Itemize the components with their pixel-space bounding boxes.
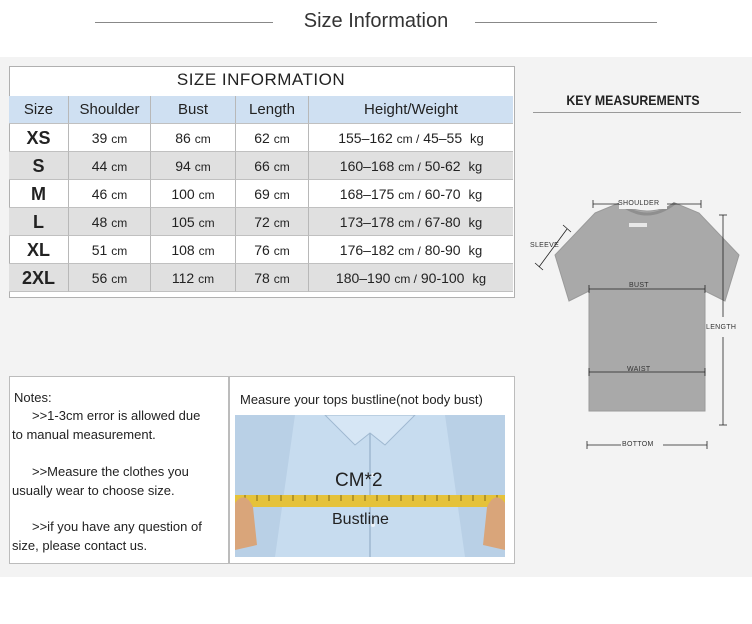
column-header-height-weight: Height/Weight [309, 96, 513, 124]
size-table-row [9, 180, 513, 208]
size-table-row [9, 236, 513, 264]
shoulder-value: 48 [91, 214, 108, 230]
unit-label: cm [111, 272, 128, 286]
length-cell [236, 180, 309, 208]
column-header-shoulder: Shoulder [69, 96, 151, 124]
bust-value: 108 [171, 242, 195, 258]
note-3-line-1: >>if you have any question of [32, 519, 202, 534]
bust-cell [151, 180, 236, 208]
unit-label: cm [198, 216, 215, 230]
header-rule-right [475, 22, 657, 23]
note-3-line-2: size, please contact us. [12, 538, 148, 553]
bust-value: 100 [171, 186, 195, 202]
key-measurements-rule [533, 112, 741, 113]
unit-label: cm [198, 272, 215, 286]
notes-title: Notes: [14, 390, 52, 405]
bust-cell [151, 236, 236, 264]
size-table-row [9, 124, 513, 152]
unit-label: cm [111, 244, 128, 258]
length-cell [236, 264, 309, 292]
unit-label: cm [273, 272, 290, 286]
unit-label: cm [111, 160, 128, 174]
unit-label: cm [273, 216, 290, 230]
label-length: LENGTH [706, 324, 737, 331]
height-weight-cell: 168–175 cm / 60-70 kg [309, 180, 513, 208]
bust-cell [151, 208, 236, 236]
unit-label: cm [198, 188, 215, 202]
length-cell [236, 152, 309, 180]
unit-label: cm [273, 244, 290, 258]
height-weight-cell: 176–182 cm / 80-90 kg [309, 236, 513, 264]
unit-label: cm [194, 132, 211, 146]
bust-value: 112 [171, 270, 195, 286]
bust-cell [151, 264, 236, 292]
size-label: XL [9, 236, 69, 264]
unit-label: cm [273, 160, 290, 174]
shoulder-cell [69, 124, 151, 152]
shoulder-cell [69, 208, 151, 236]
height-weight-cell: 155–162 cm / 45–55 kg [309, 124, 513, 152]
cm-times-two-label: CM*2 [335, 470, 383, 491]
size-label: S [9, 152, 69, 180]
length-value: 69 [254, 186, 270, 202]
note-2-line-1: >>Measure the clothes you [32, 464, 189, 479]
length-value: 72 [254, 214, 270, 230]
column-header-size: Size [9, 96, 69, 124]
size-label: M [9, 180, 69, 208]
shoulder-value: 46 [91, 186, 108, 202]
height-weight-cell: 180–190 cm / 90-100 kg [309, 264, 513, 292]
shoulder-cell [69, 264, 151, 292]
unit-label: cm [111, 216, 128, 230]
bust-value: 94 [175, 158, 191, 174]
length-value: 62 [254, 130, 270, 146]
size-table-header-row [9, 96, 513, 124]
size-table-row [9, 152, 513, 180]
size-label: XS [9, 124, 69, 152]
column-header-length: Length [236, 96, 309, 124]
note-1-line-1: >>1-3cm error is allowed due [32, 408, 201, 423]
length-cell [236, 124, 309, 152]
label-shoulder: SHOULDER [618, 200, 660, 207]
key-measurements-title: KEY MEASUREMENTS [566, 92, 700, 108]
label-sleeve: SLEEVE [530, 242, 560, 249]
height-weight-cell: 160–168 cm / 50-62 kg [309, 152, 513, 180]
size-table-row [9, 208, 513, 236]
length-value: 76 [254, 242, 270, 258]
bust-value: 105 [171, 214, 195, 230]
label-waist: WAIST [627, 366, 651, 373]
unit-label: cm [273, 188, 290, 202]
unit-label: cm [194, 160, 211, 174]
unit-label: cm [111, 132, 128, 146]
length-value: 78 [254, 270, 270, 286]
shoulder-cell [69, 236, 151, 264]
size-label: L [9, 208, 69, 236]
label-bottom: BOTTOM [622, 441, 654, 448]
size-table-title: SIZE INFORMATION [176, 70, 346, 89]
shoulder-value: 44 [91, 158, 108, 174]
shoulder-cell [69, 152, 151, 180]
length-cell [236, 208, 309, 236]
shoulder-value: 39 [91, 130, 108, 146]
length-value: 66 [254, 158, 270, 174]
measure-caption: Measure your tops bustline(not body bust) [240, 392, 483, 407]
shoulder-value: 51 [91, 242, 108, 258]
height-weight-cell: 173–178 cm / 67-80 kg [309, 208, 513, 236]
page-title: Size Information [303, 10, 449, 32]
unit-label: cm [198, 244, 215, 258]
label-bust: BUST [629, 282, 649, 289]
column-header-bust: Bust [151, 96, 236, 124]
note-2-line-2: usually wear to choose size. [12, 483, 175, 498]
bustline-label: Bustline [332, 511, 389, 528]
unit-label: cm [273, 132, 290, 146]
bust-cell [151, 152, 236, 180]
shoulder-cell [69, 180, 151, 208]
tshirt-diagram [527, 185, 747, 455]
bust-value: 86 [175, 130, 191, 146]
length-cell [236, 236, 309, 264]
bust-cell [151, 124, 236, 152]
note-1-line-2: to manual measurement. [12, 427, 156, 442]
size-table-row [9, 264, 513, 292]
unit-label: cm [111, 188, 128, 202]
shoulder-value: 56 [91, 270, 108, 286]
size-label: 2XL [9, 264, 69, 292]
